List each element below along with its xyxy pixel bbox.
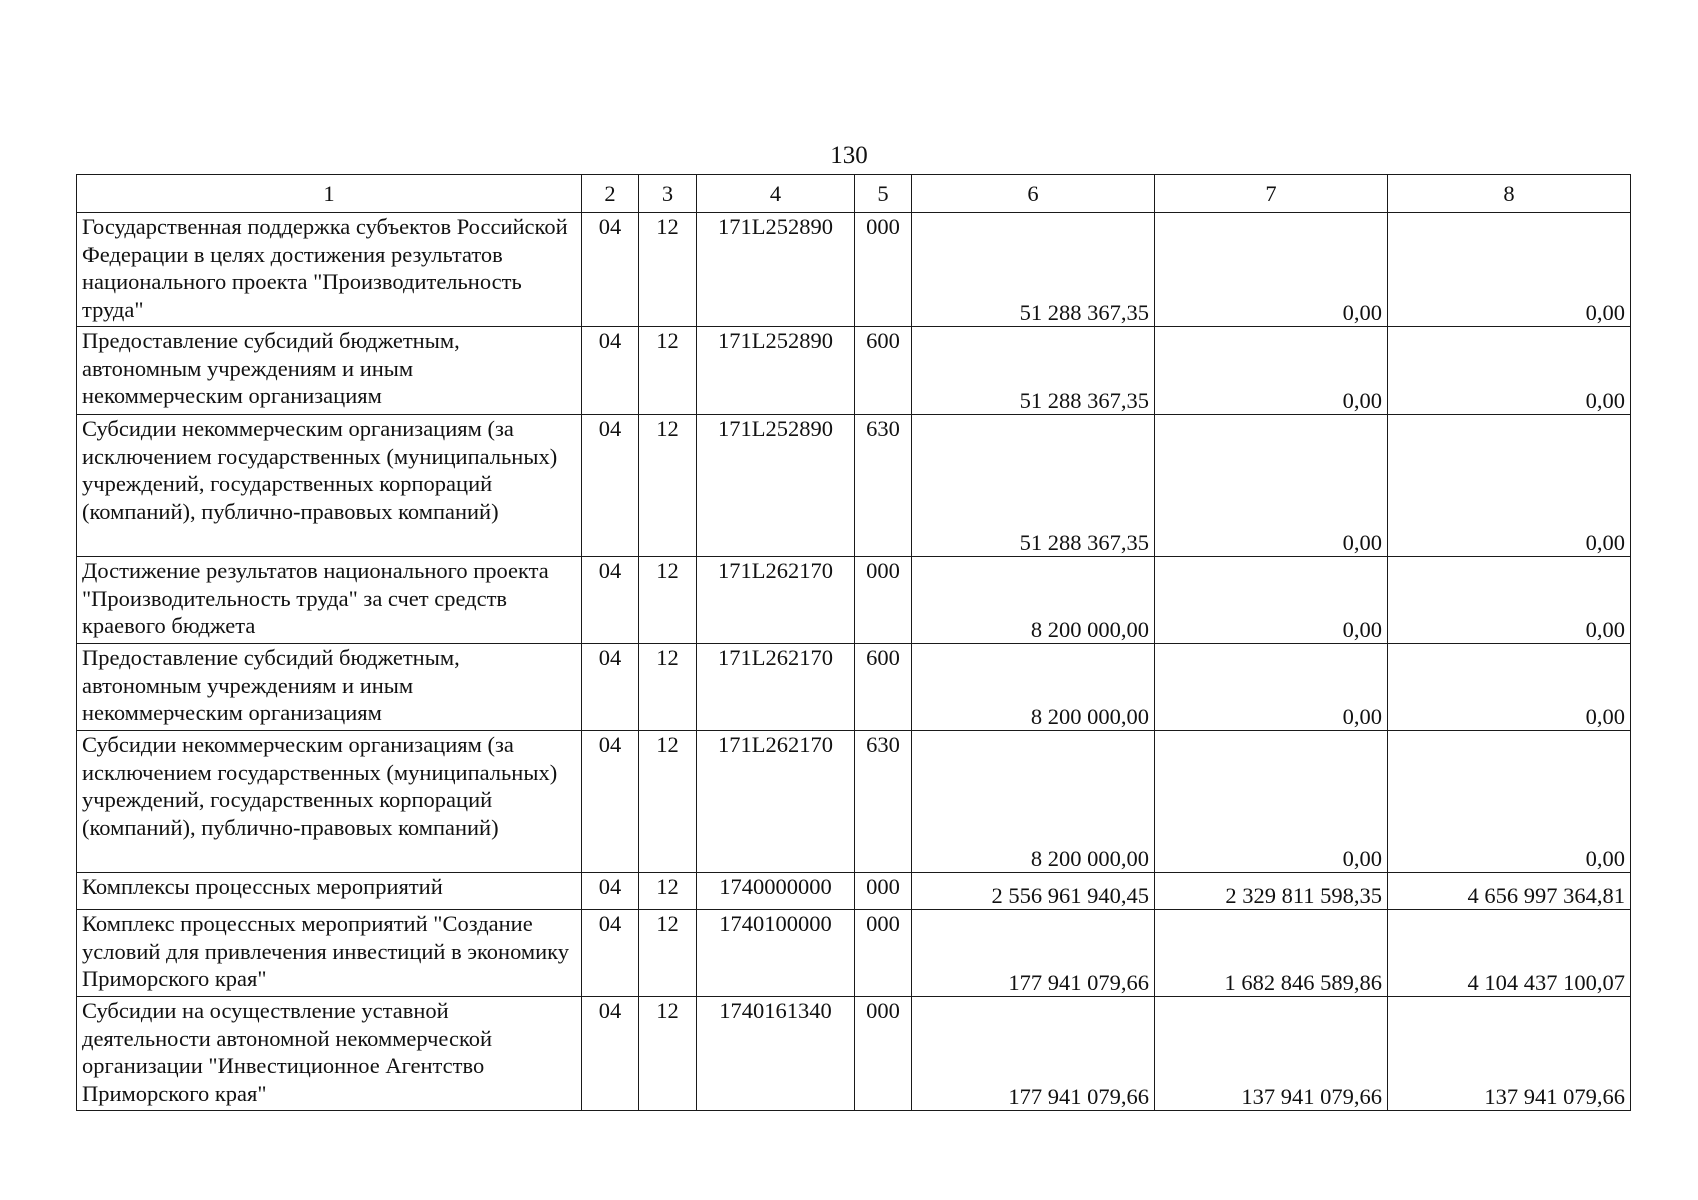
row-target-article: 171L252890 bbox=[697, 213, 855, 327]
row-expense-type: 000 bbox=[855, 997, 912, 1111]
column-header: 2 bbox=[582, 175, 639, 213]
row-amount-col8: 0,00 bbox=[1388, 644, 1631, 731]
row-amount-col8: 0,00 bbox=[1388, 415, 1631, 557]
table-row bbox=[77, 213, 1631, 327]
table-row bbox=[77, 327, 1631, 415]
row-name: Субсидии на осуществление уставной деятельности автономной некоммерческой организации "Инвестиционное Агентство Приморского края" bbox=[77, 997, 582, 1111]
row-section-code: 04 bbox=[582, 327, 639, 415]
row-subsection-code: 12 bbox=[639, 213, 697, 327]
row-amount-col8: 4 656 997 364,81 bbox=[1388, 873, 1631, 910]
row-target-article: 171L262170 bbox=[697, 644, 855, 731]
table-header-row bbox=[77, 175, 1631, 213]
row-amount-col8: 0,00 bbox=[1388, 213, 1631, 327]
row-amount-col7: 0,00 bbox=[1155, 213, 1388, 327]
row-section-code: 04 bbox=[582, 910, 639, 997]
row-name: Субсидии некоммерческим организациям (за исключением государственных (муниципальных) учреждений, государственных корпораций (компаний), публично-правовых компаний) bbox=[77, 415, 582, 557]
row-subsection-code: 12 bbox=[639, 997, 697, 1111]
row-amount-col7: 1 682 846 589,86 bbox=[1155, 910, 1388, 997]
row-section-code: 04 bbox=[582, 213, 639, 327]
row-target-article: 1740161340 bbox=[697, 997, 855, 1111]
row-amount-col7: 0,00 bbox=[1155, 557, 1388, 644]
row-name: Комплексы процессных мероприятий bbox=[77, 873, 582, 910]
row-section-code: 04 bbox=[582, 731, 639, 873]
row-expense-type: 000 bbox=[855, 873, 912, 910]
row-amount-col6: 8 200 000,00 bbox=[912, 644, 1155, 731]
row-section-code: 04 bbox=[582, 997, 639, 1111]
row-section-code: 04 bbox=[582, 873, 639, 910]
row-name: Достижение результатов национального проекта "Производительность труда" за счет средств краевого бюджета bbox=[77, 557, 582, 644]
row-expense-type: 630 bbox=[855, 415, 912, 557]
row-name: Субсидии некоммерческим организациям (за исключением государственных (муниципальных) учреждений, государственных корпораций (компаний), публично-правовых компаний) bbox=[77, 731, 582, 873]
row-amount-col6: 177 941 079,66 bbox=[912, 910, 1155, 997]
row-amount-col6: 8 200 000,00 bbox=[912, 731, 1155, 873]
row-subsection-code: 12 bbox=[639, 873, 697, 910]
row-amount-col7: 0,00 bbox=[1155, 644, 1388, 731]
row-amount-col6: 2 556 961 940,45 bbox=[912, 873, 1155, 910]
row-expense-type: 600 bbox=[855, 327, 912, 415]
table-row bbox=[77, 557, 1631, 644]
row-target-article: 1740100000 bbox=[697, 910, 855, 997]
row-amount-col6: 51 288 367,35 bbox=[912, 213, 1155, 327]
row-subsection-code: 12 bbox=[639, 644, 697, 731]
row-expense-type: 630 bbox=[855, 731, 912, 873]
row-amount-col7: 0,00 bbox=[1155, 327, 1388, 415]
budget-table bbox=[76, 174, 1631, 1111]
row-expense-type: 000 bbox=[855, 213, 912, 327]
row-amount-col6: 51 288 367,35 bbox=[912, 415, 1155, 557]
column-header: 6 bbox=[912, 175, 1155, 213]
row-amount-col8: 137 941 079,66 bbox=[1388, 997, 1631, 1111]
column-header: 8 bbox=[1388, 175, 1631, 213]
table-row bbox=[77, 415, 1631, 557]
table-row bbox=[77, 731, 1631, 873]
row-target-article: 171L262170 bbox=[697, 557, 855, 644]
row-name: Комплекс процессных мероприятий "Создание условий для привлечения инвестиций в экономику Приморского края" bbox=[77, 910, 582, 997]
row-target-article: 171L262170 bbox=[697, 731, 855, 873]
row-amount-col8: 0,00 bbox=[1388, 557, 1631, 644]
row-expense-type: 000 bbox=[855, 910, 912, 997]
row-amount-col6: 177 941 079,66 bbox=[912, 997, 1155, 1111]
page-number: 130 bbox=[830, 142, 868, 169]
row-target-article: 171L252890 bbox=[697, 327, 855, 415]
table-row bbox=[77, 873, 1631, 910]
row-section-code: 04 bbox=[582, 415, 639, 557]
row-name: Предоставление субсидий бюджетным, автономным учреждениям и иным некоммерческим организациям bbox=[77, 327, 582, 415]
row-amount-col7: 0,00 bbox=[1155, 731, 1388, 873]
row-amount-col6: 8 200 000,00 bbox=[912, 557, 1155, 644]
row-subsection-code: 12 bbox=[639, 557, 697, 644]
column-header: 3 bbox=[639, 175, 697, 213]
row-target-article: 171L252890 bbox=[697, 415, 855, 557]
column-header: 4 bbox=[697, 175, 855, 213]
row-amount-col8: 0,00 bbox=[1388, 327, 1631, 415]
table-row bbox=[77, 644, 1631, 731]
row-amount-col8: 0,00 bbox=[1388, 731, 1631, 873]
row-target-article: 1740000000 bbox=[697, 873, 855, 910]
row-amount-col7: 137 941 079,66 bbox=[1155, 997, 1388, 1111]
column-header: 1 bbox=[77, 175, 582, 213]
row-name: Предоставление субсидий бюджетным, автономным учреждениям и иным некоммерческим организациям bbox=[77, 644, 582, 731]
column-header: 7 bbox=[1155, 175, 1388, 213]
row-subsection-code: 12 bbox=[639, 415, 697, 557]
column-header: 5 bbox=[855, 175, 912, 213]
row-subsection-code: 12 bbox=[639, 327, 697, 415]
row-amount-col8: 4 104 437 100,07 bbox=[1388, 910, 1631, 997]
row-amount-col7: 0,00 bbox=[1155, 415, 1388, 557]
row-expense-type: 000 bbox=[855, 557, 912, 644]
table-row bbox=[77, 997, 1631, 1111]
row-subsection-code: 12 bbox=[639, 731, 697, 873]
row-amount-col7: 2 329 811 598,35 bbox=[1155, 873, 1388, 910]
row-subsection-code: 12 bbox=[639, 910, 697, 997]
row-expense-type: 600 bbox=[855, 644, 912, 731]
row-section-code: 04 bbox=[582, 644, 639, 731]
row-name: Государственная поддержка субъектов Российской Федерации в целях достижения результатов национального проекта "Производительность труда" bbox=[77, 213, 582, 327]
row-amount-col6: 51 288 367,35 bbox=[912, 327, 1155, 415]
row-section-code: 04 bbox=[582, 557, 639, 644]
table-row bbox=[77, 910, 1631, 997]
